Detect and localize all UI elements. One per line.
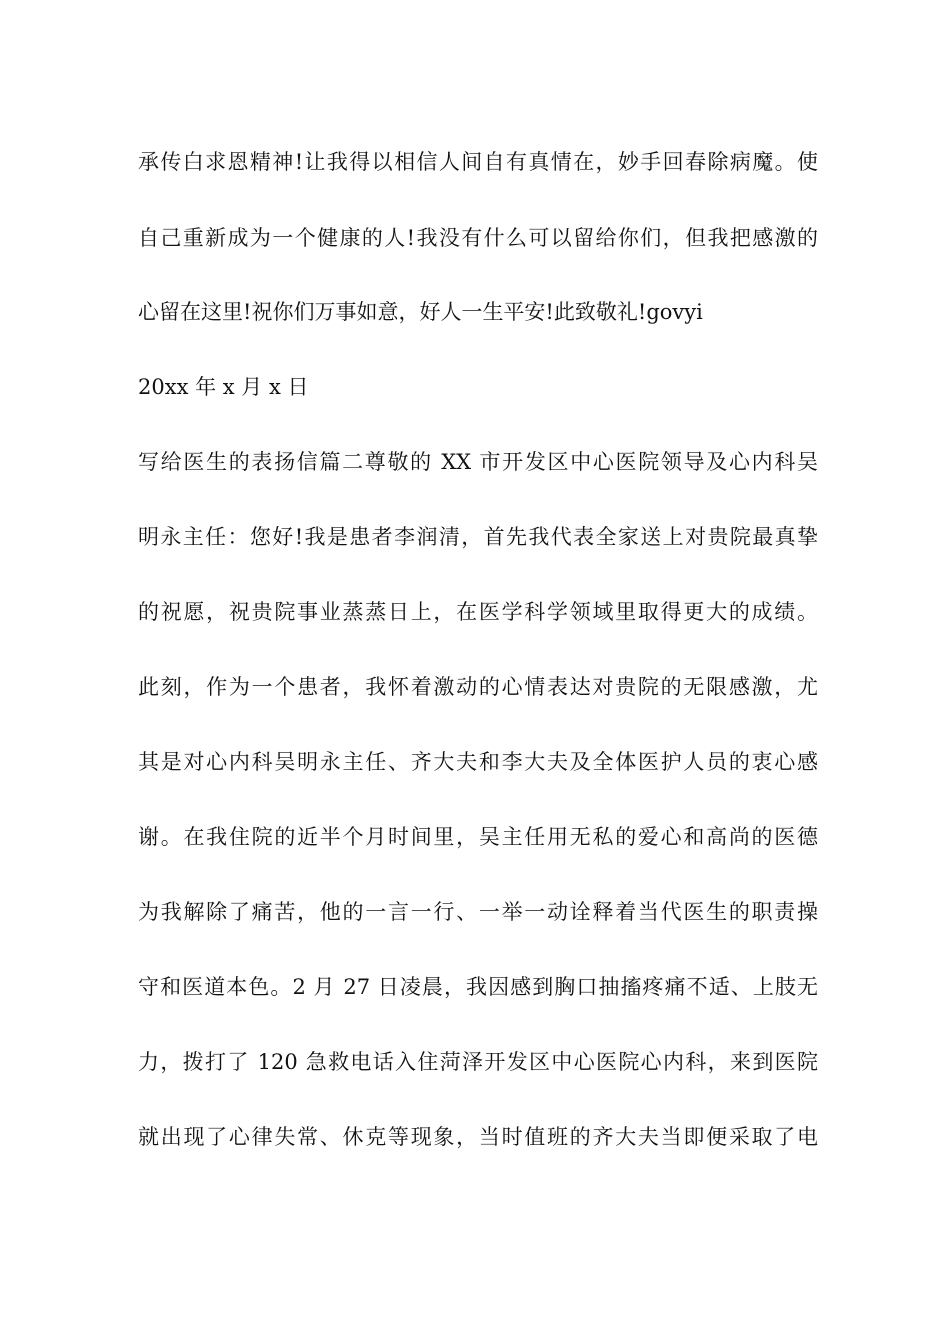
text-line: 明永主任：您好!我是患者李润清，首先我代表全家送上对贵院最真挚 xyxy=(138,525,818,549)
text-line: 谢。在我住院的近半个月时间里，吴主任用无私的爱心和高尚的医德 xyxy=(138,825,818,849)
text-line: 其是对心内科吴明永主任、齐大夫和李大夫及全体医护人员的衷心感 xyxy=(138,750,818,774)
text-line: 的祝愿，祝贵院事业蒸蒸日上，在医学科学领域里取得更大的成绩。 xyxy=(138,600,818,624)
text-line: 守和医道本色。2 月 27 日凌晨，我因感到胸口抽搐疼痛不适、上肢无 xyxy=(138,975,818,999)
text-line: 就出现了心律失常、休克等现象，当时值班的齐大夫当即便采取了电 xyxy=(138,1125,818,1149)
text-line: 为我解除了痛苦，他的一言一行、一举一动诠释着当代医生的职责操 xyxy=(138,900,818,924)
text-line: 此刻，作为一个患者，我怀着激动的心情表达对贵院的无限感激，尤 xyxy=(138,675,818,699)
text-line: 心留在这里!祝你们万事如意，好人一生平安!此致敬礼!govyi xyxy=(138,300,703,324)
date-line: 20xx 年 x 月 x 日 xyxy=(138,375,309,399)
text-line: 承传白求恩精神!让我得以相信人间自有真情在，妙手回春除病魔。使 xyxy=(138,150,818,174)
text-line: 力，拨打了 120 急救电话入住菏泽开发区中心医院心内科，来到医院 xyxy=(138,1050,818,1074)
text-line: 写给医生的表扬信篇二尊敬的 XX 市开发区中心医院领导及心内科吴 xyxy=(138,450,818,474)
text-line: 自己重新成为一个健康的人!我没有什么可以留给你们，但我把感激的 xyxy=(138,226,818,250)
